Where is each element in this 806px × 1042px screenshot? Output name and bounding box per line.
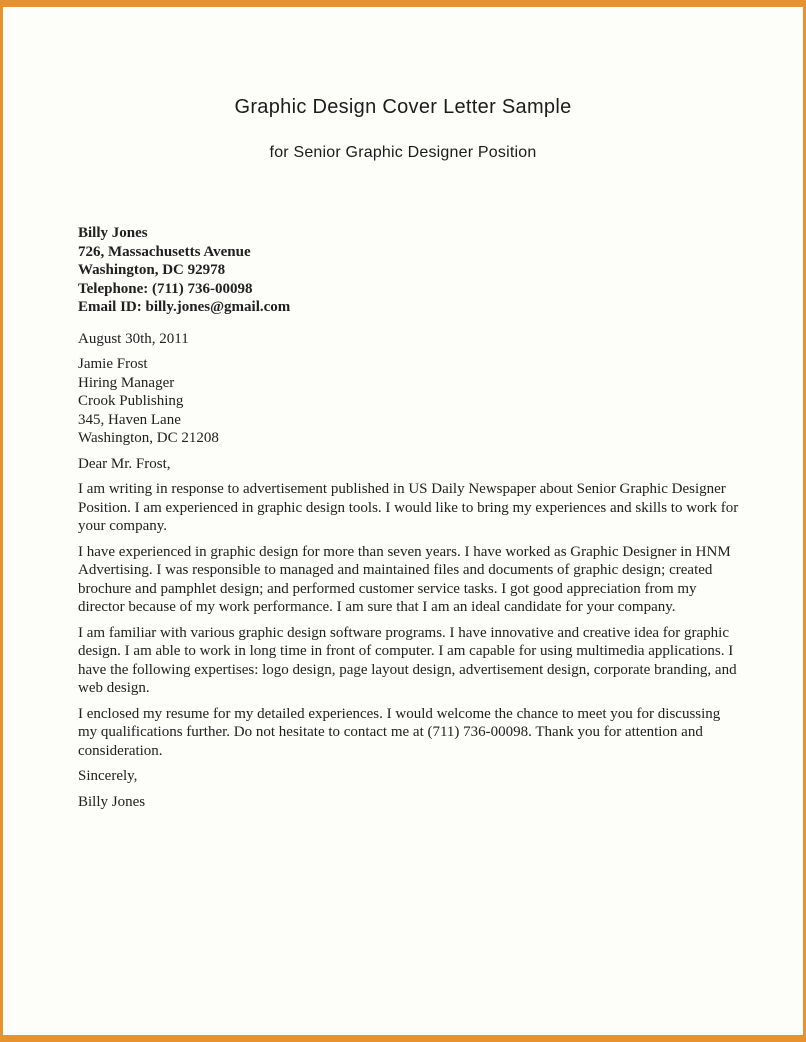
letter-date: August 30th, 2011 [78,330,189,347]
recipient-company: Crook Publishing [78,393,184,409]
closing: Sincerely, [78,768,138,784]
sender-telephone: Telephone: (711) 736-00098 [78,280,253,297]
salutation: Dear Mr. Frost, [78,455,171,472]
body-paragraph: I enclosed my resume for my detailed experiences. I would welcome the chance to meet you for discussing my qualifications further. Do not hesitate to contact me at (711) 736-00098. Thank you for attention and consideration. [78,705,721,759]
recipient-title: Hiring Manager [78,374,175,391]
body-paragraph: I have experienced in graphic design for more than seven years. I have worked as Graphic Designer in HNM Advertising. I was responsible to managed and maintained files and documents of graphic design; created brochure and pamphlet design; and performed customer service tasks. I got good appreciation from my director because of my work performance. I am sure that I am an ideal candidate for your company. [78,543,731,615]
body-paragraph: I am writing in response to advertisement published in US Daily Newspaper about Senior Graphic Designer Position. I am experienced in graphic design tools. I would like to bring my experiences and skills to work for your company. [78,481,739,534]
page-subtitle: for Senior Graphic Designer Position [269,144,537,161]
sender-street: 726, Massachusetts Avenue [78,243,251,260]
signature: Billy Jones [78,793,146,810]
body-paragraph: I am familiar with various graphic design software programs. I have innovative and creative idea for graphic design. I am able to work in long time in front of computer. I am capable for using multimedia applications. I have the following expertises: logo design, page layout design, advertisement design, corporate branding, and web design. [78,624,737,696]
recipient-street: 345, Haven Lane [78,411,181,428]
recipient-block [78,355,742,448]
sender-email: Email ID: billy.jones@gmail.com [78,299,291,315]
recipient-city: Washington, DC 21208 [78,430,219,446]
sender-city: Washington, DC 92978 [78,262,226,278]
page-title: Graphic Design Cover Letter Sample [234,96,572,118]
sender-name: Billy Jones [78,225,148,241]
recipient-name: Jamie Frost [78,356,148,372]
sender-block [78,224,742,317]
heading-block [3,96,803,162]
letter-body [78,224,742,811]
